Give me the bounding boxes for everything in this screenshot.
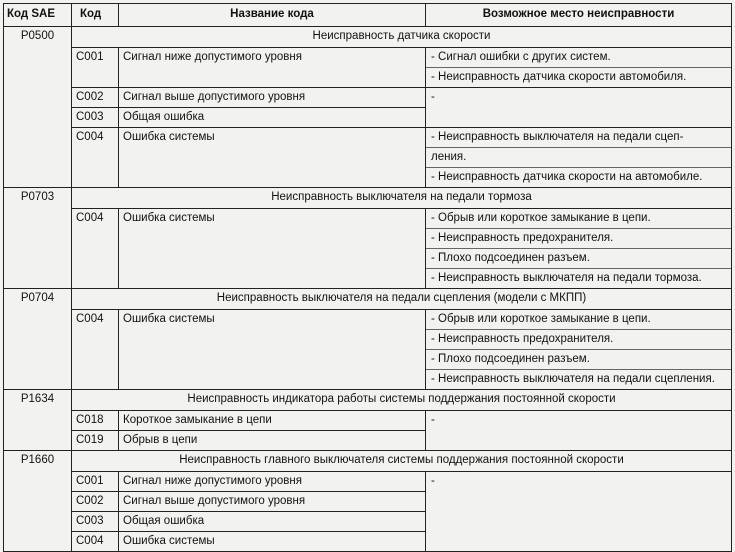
cause-line: - Неисправность датчика скорости на автомобиле.	[431, 171, 703, 183]
code-cell: C004	[72, 209, 119, 289]
name-cell: Сигнал ниже допустимого уровня	[119, 472, 426, 492]
sae-code: P1634	[4, 390, 72, 451]
cause-line: -	[431, 475, 435, 487]
sae-code: P0500	[4, 27, 72, 188]
group-title: Неисправность выключателя на педали тормоза	[72, 188, 732, 209]
header-sae: Код SAE	[4, 4, 72, 27]
code-cell: C019	[72, 431, 119, 451]
group-row	[4, 27, 732, 48]
cause-cell	[426, 128, 732, 188]
cause-cell	[426, 472, 732, 552]
cause-line: - Неисправность выключателя на педали сцеп-	[426, 128, 731, 148]
code-cell: C004	[72, 310, 119, 390]
cause-cell	[426, 88, 732, 128]
cause-line: - Сигнал ошибки с других систем.	[426, 48, 731, 68]
cause-line: - Обрыв или короткое замыкание в цепи.	[426, 209, 731, 229]
cause-line: ления.	[426, 148, 731, 168]
code-cell: C001	[72, 472, 119, 492]
header-row	[4, 4, 732, 27]
name-cell: Ошибка системы	[119, 532, 426, 552]
group-title: Неисправность датчика скорости	[72, 27, 732, 48]
name-cell: Сигнал ниже допустимого уровня	[119, 48, 426, 88]
group-row	[4, 289, 732, 310]
table-row	[4, 88, 732, 108]
table-body	[4, 27, 732, 552]
code-cell: C002	[72, 88, 119, 108]
cause-cell	[426, 310, 732, 390]
code-cell: C002	[72, 492, 119, 512]
table-row	[4, 411, 732, 431]
cause-line: - Неисправность выключателя на педали тормоза.	[431, 272, 702, 284]
group-row	[4, 188, 732, 209]
name-cell: Короткое замыкание в цепи	[119, 411, 426, 431]
table-row	[4, 209, 732, 289]
header-cause: Возможное место неисправности	[426, 4, 732, 27]
name-cell: Ошибка системы	[119, 209, 426, 289]
dtc-table	[3, 3, 732, 552]
sae-code: P0704	[4, 289, 72, 390]
group-title: Неисправность выключателя на педали сцепления (модели с МКПП)	[72, 289, 732, 310]
name-cell: Ошибка системы	[119, 310, 426, 390]
code-cell: C003	[72, 512, 119, 532]
cause-line: -	[431, 414, 435, 426]
name-cell: Общая ошибка	[119, 108, 426, 128]
code-cell: C001	[72, 48, 119, 88]
code-cell: C018	[72, 411, 119, 431]
group-row	[4, 390, 732, 411]
code-cell: C004	[72, 128, 119, 188]
header-name: Название кода	[119, 4, 426, 27]
cause-line: - Неисправность предохранителя.	[426, 229, 731, 249]
name-cell: Сигнал выше допустимого уровня	[119, 88, 426, 108]
cause-cell	[426, 411, 732, 451]
table-row	[4, 472, 732, 492]
cause-line: - Неисправность датчика скорости автомобиля.	[431, 71, 687, 83]
code-cell: C003	[72, 108, 119, 128]
name-cell: Сигнал выше допустимого уровня	[119, 492, 426, 512]
table-row	[4, 48, 732, 88]
header-code: Код	[72, 4, 119, 27]
cause-line: - Неисправность выключателя на педали сцепления.	[431, 373, 715, 385]
cause-line: - Обрыв или короткое замыкание в цепи.	[426, 310, 731, 330]
name-cell: Общая ошибка	[119, 512, 426, 532]
name-cell: Обрыв в цепи	[119, 431, 426, 451]
group-title: Неисправность главного выключателя системы поддержания постоянной скорости	[72, 451, 732, 472]
cause-line: - Плохо подсоединен разъем.	[426, 350, 731, 370]
cause-cell	[426, 48, 732, 88]
table-row	[4, 310, 732, 390]
cause-cell	[426, 209, 732, 289]
group-row	[4, 451, 732, 472]
group-title: Неисправность индикатора работы системы поддержания постоянной скорости	[72, 390, 732, 411]
code-cell: C004	[72, 532, 119, 552]
table-row	[4, 128, 732, 188]
cause-line: - Неисправность предохранителя.	[426, 330, 731, 350]
sae-code: P0703	[4, 188, 72, 289]
cause-line: - Плохо подсоединен разъем.	[426, 249, 731, 269]
name-cell: Ошибка системы	[119, 128, 426, 188]
cause-line: -	[431, 91, 435, 103]
sae-code: P1660	[4, 451, 72, 552]
